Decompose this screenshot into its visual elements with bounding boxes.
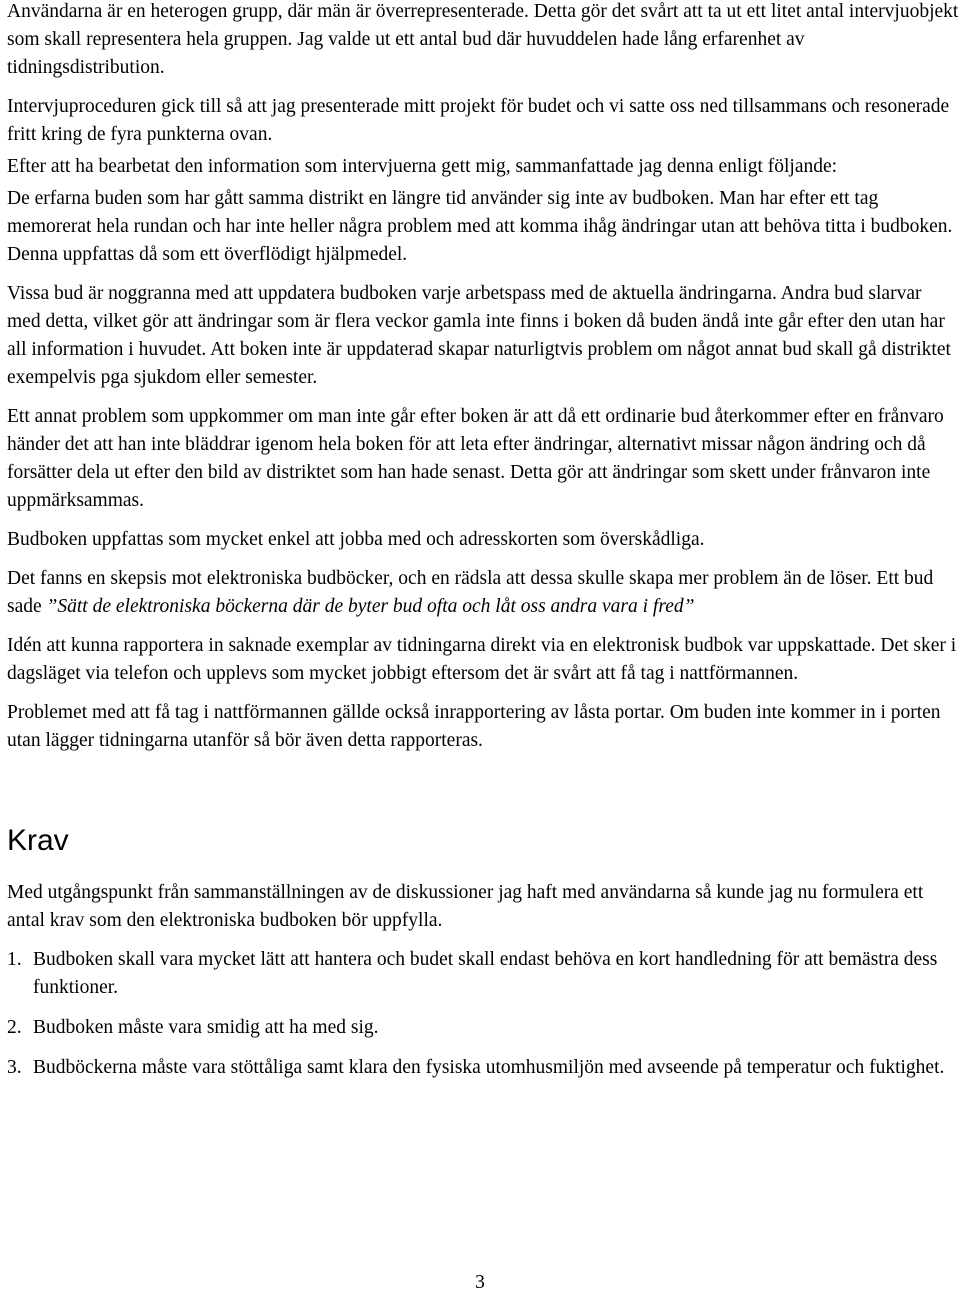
skepticism-text: Det fanns en skepsis mot elektroniska budböcker, och en rädsla att dessa skulle skapa mer problem än de löser. Ett bud sade	[7, 568, 934, 617]
requirement-number: 1.	[7, 949, 22, 970]
requirement-item-3	[7, 1054, 959, 1082]
requirements-list	[7, 946, 959, 1082]
paragraph-locked-doors: Problemet med att få tag i nattförmannen gällde också inrapportering av låsta portar. Om buden inte kommer in i porten utan lägger tidningarna utanför så bör även detta rapporteras.	[7, 702, 941, 751]
requirement-text: Budboken måste vara smidig att ha med sig.	[33, 1017, 379, 1038]
paragraph-absence-problem: Ett annat problem som uppkommer om man inte går efter boken är att då ett ordinarie bud återkommer efter en frånvaro händer det att han inte bläddrar igenom hela boken för att leta efter ändringar, alternativt missar någon ändring och då forsätter dela ut efter den bild av distriktet som han hade senast. Detta gör att ändringar som skett under frånvaron inte uppmärksammas.	[7, 406, 944, 511]
paragraph-interview-procedure: Intervjuproceduren gick till så att jag presenterade mitt projekt för budet och vi satte oss ned tillsammans och resonerade fritt kring de fyra punkterna ovan.	[7, 96, 950, 145]
requirement-text: Budböckerna måste vara stöttåliga samt klara den fysiska utomhusmiljön med avseende på temperatur och fuktighet.	[33, 1057, 945, 1078]
requirement-item-2	[7, 1014, 959, 1042]
section-heading-krav: Krav	[7, 824, 69, 857]
document-page	[7, 0, 959, 1094]
paragraph-users: Användarna är en heterogen grupp, där män är överrepresenterade. Detta gör det svårt att ta ut ett litet antal intervjuobjekt som skall representera hela gruppen. Jag valde ut ett antal bud där huvuddelen hade lång erfarenhet av tidningsdistribution.	[7, 1, 959, 78]
paragraph-krav-intro: Med utgångspunkt från sammanställningen av de diskussioner jag haft med användarna så kunde jag nu formulera ett antal krav som den elektroniska budboken bör uppfylla.	[7, 882, 924, 931]
paragraph-skepticism	[7, 565, 959, 621]
requirement-number: 3.	[7, 1057, 22, 1078]
paragraph-experienced-couriers: De erfarna buden som har gått samma distrikt en längre tid använder sig inte av budboken. Man har efter ett tag memorerat hela rundan och har inte heller några problem med att komma ihåg ändringar utan att behöva titta i budboken. Denna uppfattas då som ett överflödigt hjälpmedel.	[7, 188, 953, 265]
paragraph-updating-book: Vissa bud är noggranna med att uppdatera budboken varje arbetspass med de aktuella ändringarna. Andra bud slarvar med detta, vilket gör att ändringar som är flera veckor gamla inte finns i boken då buden ändå inte går efter den utan har all information i huvudet. Att boken inte är uppdaterad skapar naturligtvis problem om något annat bud skall gå distriktet exempelvis pga sjukdom eller semester.	[7, 283, 951, 388]
requirement-number: 2.	[7, 1017, 22, 1038]
paragraph-summary-intro: Efter att ha bearbetat den information som intervjuerna gett mig, sammanfattade jag denna enligt följande:	[7, 156, 838, 177]
page-number: 3	[475, 1272, 485, 1293]
courier-quote: ”Sätt de elektroniska böckerna där de byter bud ofta och låt oss andra vara i fred”	[46, 596, 695, 617]
paragraph-book-perception: Budboken uppfattas som mycket enkel att jobba med och adresskorten som överskådliga.	[7, 529, 705, 550]
paragraph-reporting-copies: Idén att kunna rapportera in saknade exemplar av tidningarna direkt via en elektronisk budbok var uppskattade. Det sker i dagsläget via telefon och upplevs som mycket jobbigt eftersom det är svårt att få tag i nattförmannen.	[7, 635, 957, 684]
requirement-item-1	[7, 946, 959, 1002]
requirement-text: Budboken skall vara mycket lätt att hantera och budet skall endast behöva en kort handledning för att bemästra dess funktioner.	[33, 949, 938, 998]
